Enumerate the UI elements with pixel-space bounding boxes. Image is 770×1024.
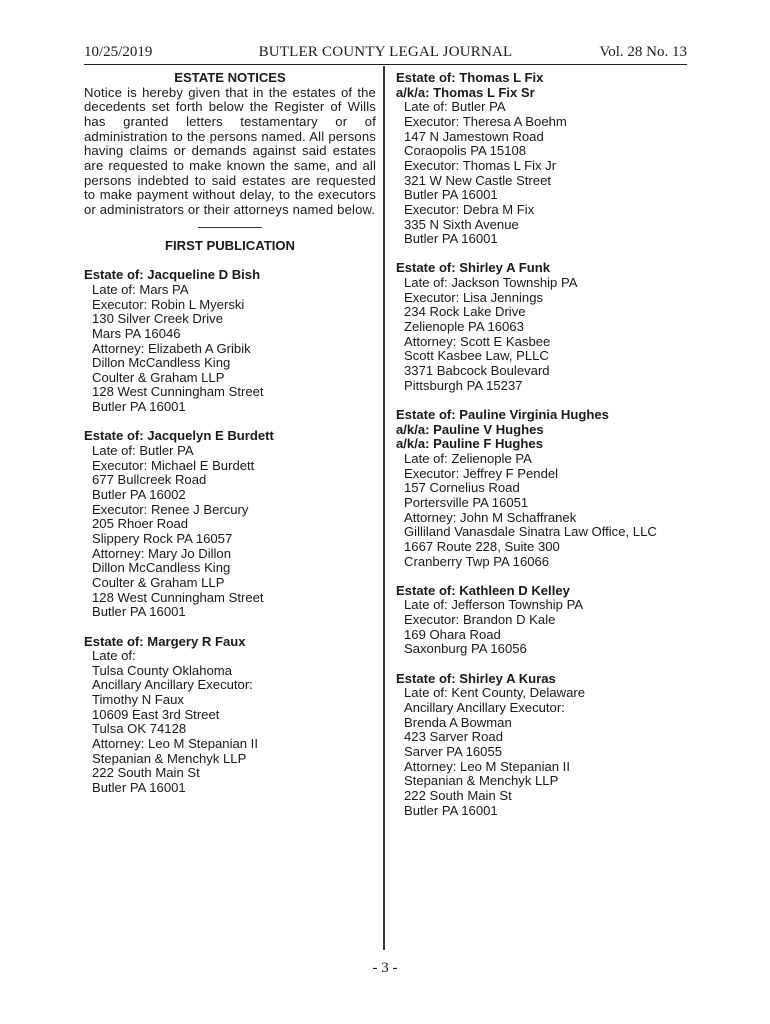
estate-name: Estate of: Margery R Faux [84,633,246,649]
estate-detail-line: Sarver PA 16055 [404,743,503,759]
estate-detail-line: Cranberry Twp PA 16066 [404,553,550,569]
estate-detail-line: 128 West Cunningham Street [92,384,264,400]
issue-date: 10/25/2019 [84,44,153,60]
estate-name: Estate of: Thomas L Fix [396,70,544,85]
estate-entry [84,429,376,620]
estate-detail-line: 128 West Cunningham Street [92,589,264,605]
estate-detail-line: Zelienople PA 16063 [404,319,524,335]
estate-detail-line: Attorney: Elizabeth A Gribik [92,340,251,356]
estate-detail-line: 222 South Main St [404,787,512,803]
estate-detail-line: Coulter & Graham LLP [92,574,225,590]
estate-detail-line: Executor: Renee J Bercury [92,501,249,517]
estate-detail-line: 10609 East 3rd Street [92,706,220,722]
estate-name: Estate of: Shirley A Kuras [396,670,556,686]
publication-heading: FIRST PUBLICATION [165,237,295,253]
notice-paragraph: Notice is hereby given that in the estates of the decedents set forth below the Register of Wills has granted letters testamentary or of administration to the persons named. All persons having claims or demands against said estates are requested to make known the same, and all persons indebted to said estates are requested to make payment without delay, to the executors or administrators or their attorneys named below. [84,84,376,217]
estate-detail-line: Executor: Brandon D Kale [404,612,556,628]
estate-detail-line: Late of: Kent County, Delaware [404,685,585,701]
estate-detail-line: Dillon McCandless King [92,560,231,576]
estate-detail-line: Timothy N Faux [92,692,184,708]
left-column [84,71,376,810]
estate-detail-line: Butler PA 16001 [92,399,186,415]
estate-name: Estate of: Jacqueline D Bish [84,267,261,283]
estate-detail-line: Executor: Theresa A Boehm [404,113,567,129]
estate-detail-line: Dillon McCandless King [92,355,231,371]
estate-detail-line: Coulter & Graham LLP [92,369,225,385]
estate-detail-line: 130 Silver Creek Drive [92,311,223,327]
estate-detail-line: 222 South Main St [92,765,200,781]
header-rule [84,64,687,65]
estate-detail-line: Tulsa OK 74128 [92,721,187,737]
estate-list-right [396,71,696,818]
estate-detail-line: Brenda A Bowman [404,714,512,730]
estate-detail-line: Coraopolis PA 15108 [404,143,527,159]
estate-list-left [84,268,376,796]
estate-detail-line: Attorney: Leo M Stepanian II [92,736,258,752]
estate-entry [84,635,376,796]
estate-detail-line: Portersville PA 16051 [404,494,529,510]
estate-detail-line: Ancillary Ancillary Executor: [92,677,253,693]
estate-detail-line: Mars PA 16046 [92,325,181,341]
estate-entry [396,584,696,657]
estate-detail-line: Scott Kasbee Law, PLLC [404,348,549,364]
estate-detail-line: Attorney: John M Schaffranek [404,509,577,525]
estate-detail-line: 321 W New Castle Street [404,172,551,188]
column-divider [383,66,385,950]
estate-entry [396,71,696,247]
estate-detail-line: Late of: Butler PA [92,443,194,459]
estate-detail-line: 234 Rock Lake Drive [404,304,526,320]
estate-detail-line: Slippery Rock PA 16057 [92,530,233,546]
separator-rule [198,227,262,228]
estate-detail-line: Stepanian & Menchyk LLP [404,773,559,789]
section-heading: ESTATE NOTICES [174,70,286,85]
estate-detail-line: Late of: Zelienople PA [404,450,532,466]
estate-detail-line: Late of: Butler PA [404,99,506,115]
estate-detail-line: 157 Cornelius Road [404,480,520,496]
estate-entry [84,268,376,415]
estate-detail-line: 205 Rhoer Road [92,516,189,532]
estate-entry [396,408,696,569]
estate-detail-line: Attorney: Scott E Kasbee [404,333,551,349]
estate-detail-line: Late of: [92,648,136,664]
page-header [84,44,687,64]
estate-detail-line: Attorney: Mary Jo Dillon [92,545,231,561]
estate-detail-line: Butler PA 16001 [92,780,186,796]
estate-detail-line: Late of: Mars PA [92,281,189,297]
estate-detail-line: 147 N Jamestown Road [404,128,544,144]
estate-entry [396,261,696,393]
estate-detail-line: 423 Sarver Road [404,729,503,745]
estate-entry [396,672,696,819]
page-number: - 3 - [372,960,398,976]
estate-detail-line: Executor: Lisa Jennings [404,289,544,305]
estate-name: Estate of: Jacquelyn E Burdett [84,428,274,444]
estate-detail-line: Stepanian & Menchyk LLP [92,750,247,766]
estate-detail-line: 169 Ohara Road [404,626,501,642]
estate-detail-line: Saxonburg PA 16056 [404,641,527,657]
estate-detail-line: 677 Bullcreek Road [92,472,207,488]
estate-detail-line: Tulsa County Oklahoma [92,662,232,678]
estate-detail-line: Executor: Robin L Myerski [92,296,245,312]
estate-detail-line: Butler PA 16002 [92,487,186,502]
estate-detail-line: Executor: Thomas L Fix Jr [404,157,557,173]
estate-detail-line: Executor: Michael E Burdett [92,457,255,473]
journal-title: BUTLER COUNTY LEGAL JOURNAL [258,44,513,60]
estate-name: Estate of: Shirley A Funk [396,260,550,276]
estate-detail-line: Butler PA 16001 [404,231,498,247]
estate-detail-line: Late of: Jackson Township PA [404,275,578,291]
estate-detail-line: Pittsburgh PA 15237 [404,377,523,393]
estate-detail-line: Executor: Jeffrey F Pendel [404,465,559,481]
estate-detail-line: 1667 Route 228, Suite 300 [404,538,560,554]
volume-number: Vol. 28 No. 13 [599,44,687,60]
estate-detail-line: 3371 Babcock Boulevard [404,363,550,379]
estate-detail-line: 335 N Sixth Avenue [404,216,519,232]
estate-name: Estate of: Pauline Virginia Hughes [396,406,609,422]
estate-detail-line: Butler PA 16001 [404,187,498,203]
estate-detail-line: Ancillary Ancillary Executor: [404,699,565,715]
estate-detail-line: Attorney: Leo M Stepanian II [404,758,570,774]
estate-aka: a/k/a: Thomas L Fix Sr [396,84,535,100]
estate-aka: a/k/a: Pauline V Hughes [396,421,544,437]
estate-name: Estate of: Kathleen D Kelley [396,582,570,598]
estate-detail-line: Gilliland Vanasdale Sinatra Law Office, LLC [404,524,657,540]
estate-detail-line: Butler PA 16001 [92,604,186,620]
estate-detail-line: Executor: Debra M Fix [404,201,535,217]
right-column [396,71,696,833]
estate-detail-line: Butler PA 16001 [404,802,498,818]
estate-detail-line: Late of: Jefferson Township PA [404,597,584,613]
estate-aka: a/k/a: Pauline F Hughes [396,436,543,452]
